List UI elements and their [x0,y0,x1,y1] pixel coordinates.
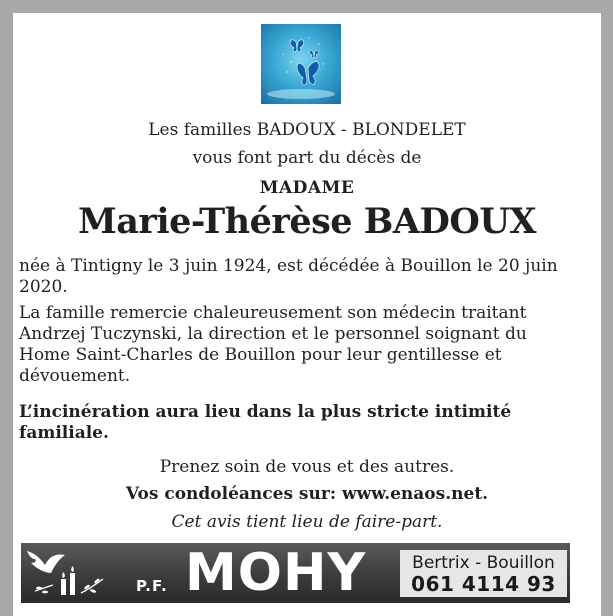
birth-death-paragraph: née à Tintigny le 3 juin 1924, est décédée à Bouillon le 20 juin 2020. [19,256,558,297]
condolences-line: Vos condoléances sur: www.enaos.net. [125,484,489,504]
obituary-card [13,13,601,616]
candles-icon [61,566,75,595]
thanks-paragraph: La famille remercie chaleureusement son médecin traitant Andrzej Tuczynski, la direction et le personnel soignant du Home Saint-Charles de Bouillon pour leur gentillesse et dévouement. [19,303,527,386]
funeral-home-phone: 061 4114 93 [411,572,556,596]
notice-line: Cet avis tient lieu de faire-part. [171,512,443,532]
closing-line: Prenez soin de vous et des autres. [159,457,455,477]
intro-line-families: Les familles BADOUX - BLONDELET [148,120,466,140]
honorific: MADAME [259,178,355,198]
funeral-home-logo [21,543,131,603]
intro-line-announcement: vous font part du décès de [192,148,422,168]
deceased-name: Marie-Thérèse BADOUX [77,201,537,242]
cremation-paragraph: L’incinération aura lieu dans la plus stricte intimité familiale. [19,402,512,443]
funeral-home-name: MOHY [185,543,367,603]
dove-icon [27,551,65,573]
funeral-home-prefix: P.F. [136,577,168,595]
funeral-home-banner [21,543,570,603]
butterfly-icon [261,24,341,104]
butterfly-photo [261,24,341,104]
funeral-home-contact [400,550,567,597]
funeral-home-locations: Bertrix - Bouillon [412,553,555,573]
